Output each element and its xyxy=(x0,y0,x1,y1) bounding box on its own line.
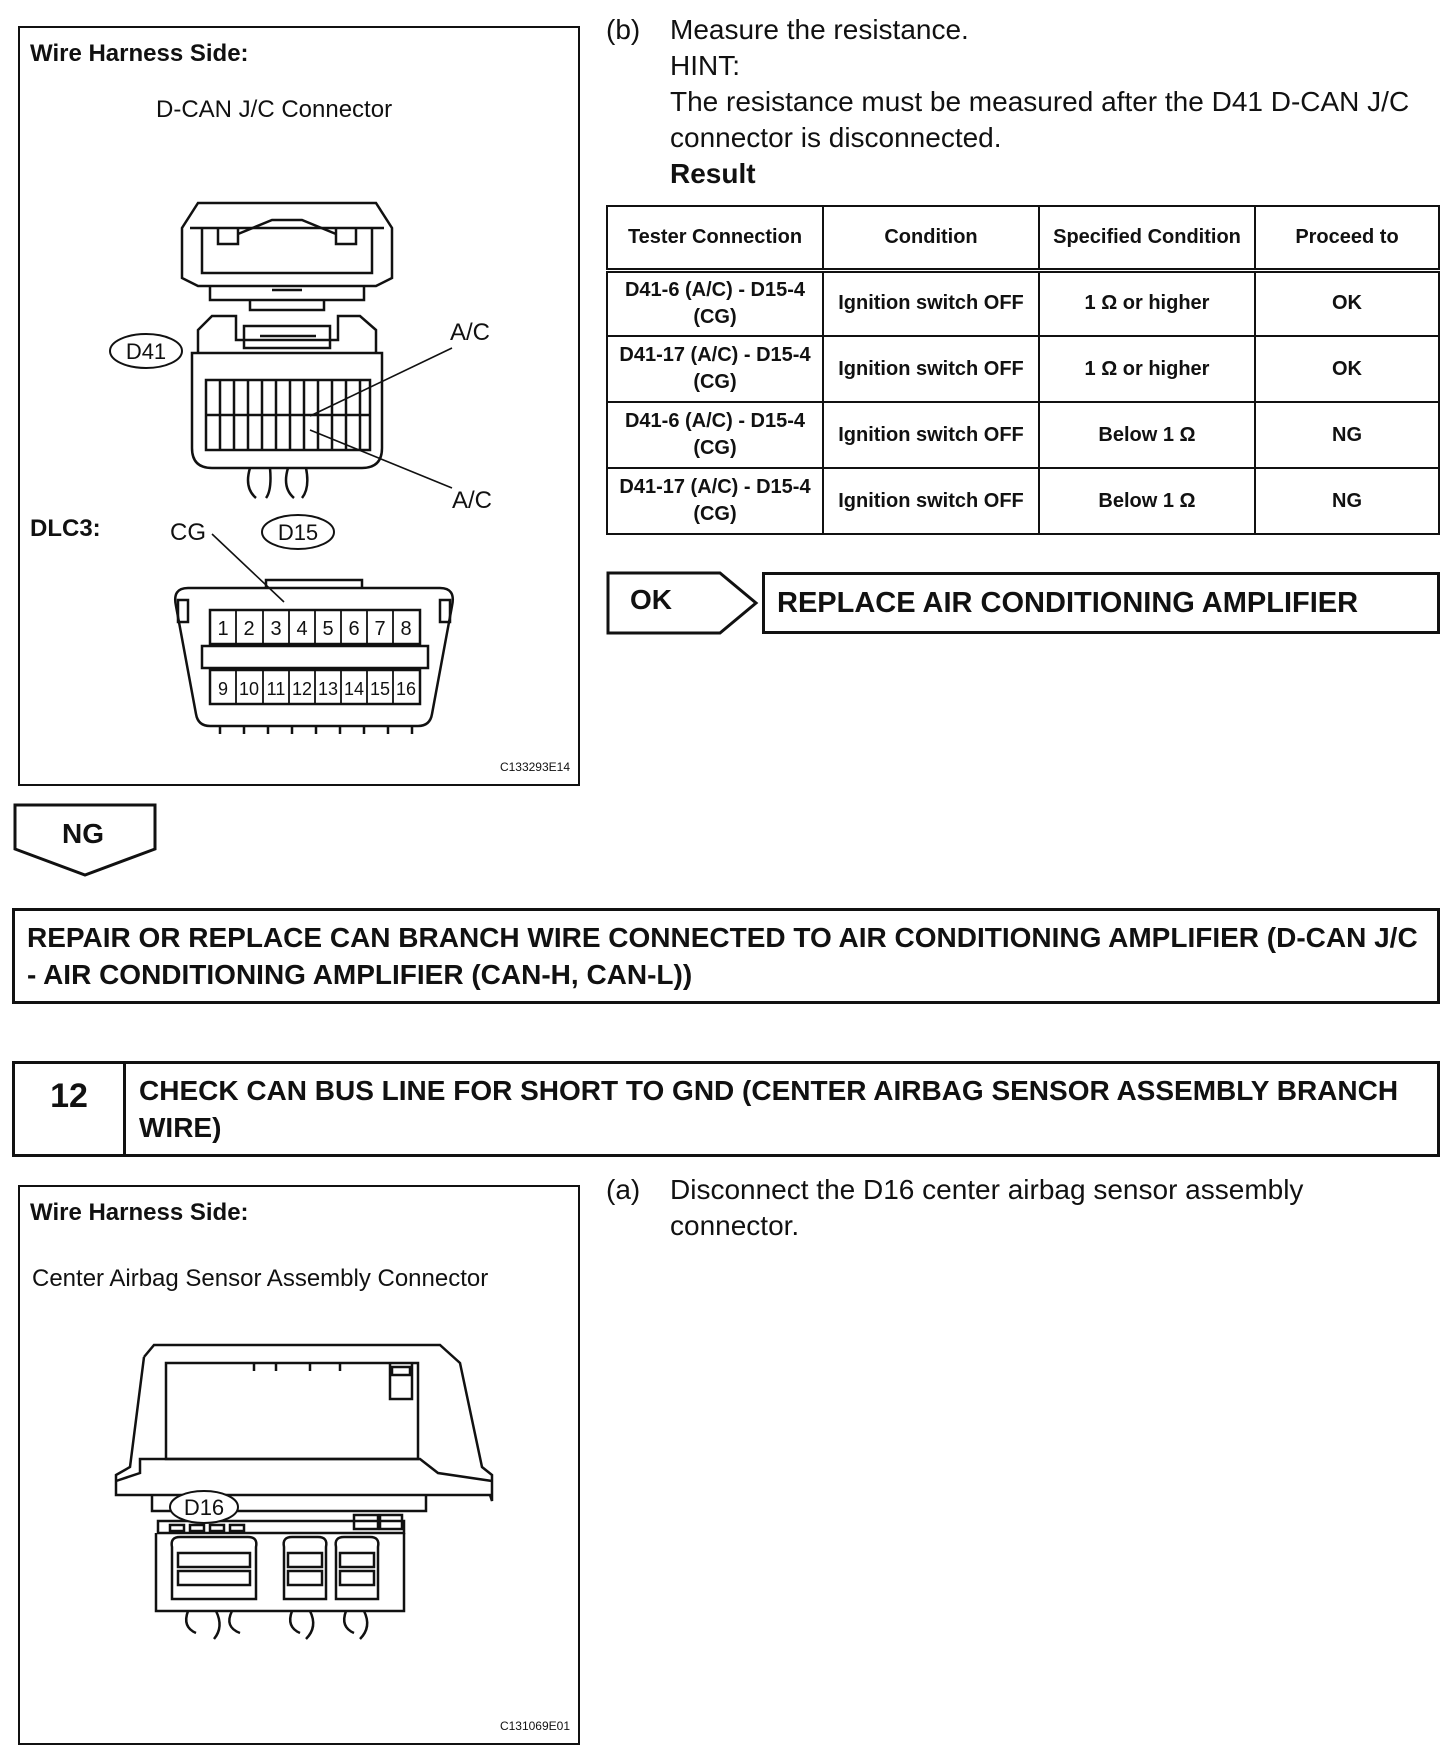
connector-title: Center Airbag Sensor Assembly Connector xyxy=(32,1265,489,1292)
d41-tag-text: D41 xyxy=(125,339,167,364)
dlc3-pin: 8 xyxy=(400,618,412,640)
hint-label: HINT: xyxy=(670,50,740,81)
callout-ac-top: A/C xyxy=(450,319,491,346)
figure-label: Wire Harness Side: xyxy=(30,1199,249,1226)
dlc3-pin: 4 xyxy=(296,618,308,640)
dlc3-pin: 5 xyxy=(322,618,334,640)
cell-tester-connection: D41-6 (A/C) - D15-4 (CG) xyxy=(607,402,823,468)
cell-specified-condition: Below 1 Ω xyxy=(1039,402,1255,468)
step-b xyxy=(606,12,1446,192)
d16-tag-text: D16 xyxy=(183,1495,225,1520)
cell-specified-condition: 1 Ω or higher xyxy=(1039,336,1255,402)
d15-tag-text: D15 xyxy=(277,520,319,545)
d41-connector-body xyxy=(192,316,382,498)
dlc3-pin: 11 xyxy=(266,679,286,699)
dlc3-pin: 1 xyxy=(217,618,229,640)
dlc3-pin: 3 xyxy=(270,618,282,640)
cg-callout: CG xyxy=(170,519,206,546)
dlc3-pin: 6 xyxy=(348,618,360,640)
dlc3-pin: 13 xyxy=(317,679,339,699)
d41-connector-drawing xyxy=(20,28,582,788)
d16-connector-drawing xyxy=(20,1187,582,1747)
cell-condition: Ignition switch OFF xyxy=(823,468,1039,534)
connector-title: D-CAN J/C Connector xyxy=(156,96,393,123)
cell-proceed-to: NG xyxy=(1255,402,1439,468)
dlc3-pin-labels-bottom xyxy=(218,679,416,699)
header-specified-condition: Specified Condition xyxy=(1039,206,1255,270)
cell-tester-connection: D41-6 (A/C) - D15-4 (CG) xyxy=(607,270,823,336)
cell-proceed-to: NG xyxy=(1255,468,1439,534)
figure-label: Wire Harness Side: xyxy=(30,40,249,67)
dlc3-pin: 9 xyxy=(217,679,229,699)
ok-action-text: REPLACE AIR CONDITIONING AMPLIFIER xyxy=(777,587,1359,619)
cell-tester-connection: D41-17 (A/C) - D15-4 (CG) xyxy=(607,468,823,534)
step-instruction: Measure the resistance. xyxy=(670,14,969,45)
header-proceed-to: Proceed to xyxy=(1255,206,1439,270)
table-row xyxy=(607,468,1439,534)
step-title: CHECK CAN BUS LINE FOR SHORT TO GND (CENTER AIRBAG SENSOR ASSEMBLY BRANCH WIRE) xyxy=(139,1075,1399,1143)
mating-connector-body xyxy=(182,203,392,310)
dlc3-pin: 14 xyxy=(343,679,365,699)
step-a xyxy=(606,1172,1446,1252)
table-row xyxy=(607,270,1439,336)
dlc3-pin: 10 xyxy=(238,679,260,699)
cell-tester-connection: D41-17 (A/C) - D15-4 (CG) xyxy=(607,336,823,402)
cell-specified-condition: 1 Ω or higher xyxy=(1039,270,1255,336)
dlc3-label: DLC3: xyxy=(30,515,101,542)
ng-action-box xyxy=(12,908,1440,1004)
cell-specified-condition: Below 1 Ω xyxy=(1039,468,1255,534)
figure-center-airbag-connector xyxy=(18,1185,580,1745)
airbag-sensor-body xyxy=(116,1345,492,1639)
step-12-header xyxy=(12,1061,1440,1157)
dlc3-pin: 7 xyxy=(374,618,386,640)
figure-d-can-connector xyxy=(18,26,580,786)
dlc3-connector-body xyxy=(175,580,453,734)
cell-proceed-to: OK xyxy=(1255,270,1439,336)
cell-condition: Ignition switch OFF xyxy=(823,402,1039,468)
table-row xyxy=(607,336,1439,402)
dlc3-pin: 16 xyxy=(395,679,417,699)
header-tester-connection: Tester Connection xyxy=(607,206,823,270)
header-condition: Condition xyxy=(823,206,1039,270)
dlc3-pin: 12 xyxy=(291,679,313,699)
dlc3-pin: 2 xyxy=(243,618,255,640)
ok-label: OK xyxy=(630,584,672,615)
result-table xyxy=(606,205,1440,535)
dlc3-pin: 15 xyxy=(369,679,391,699)
step-number: 12 xyxy=(15,1064,126,1154)
ng-action-text: REPAIR OR REPLACE CAN BRANCH WIRE CONNECTED TO AIR CONDITIONING AMPLIFIER (D-CAN J/C - AIR CONDITIONING AMPLIFIER (CAN-H, CAN-L)) xyxy=(27,922,1418,990)
step-instruction: Disconnect the D16 center airbag sensor assembly connector. xyxy=(670,1174,1304,1241)
step-marker: (a) xyxy=(606,1174,641,1205)
table-row xyxy=(607,402,1439,468)
figure-code: C133293E14 xyxy=(499,760,570,774)
ng-label: NG xyxy=(62,818,104,849)
cell-condition: Ignition switch OFF xyxy=(823,336,1039,402)
result-label: Result xyxy=(670,158,756,189)
cell-condition: Ignition switch OFF xyxy=(823,270,1039,336)
table-header-row xyxy=(607,206,1439,270)
ok-action-box xyxy=(762,572,1440,634)
cell-proceed-to: OK xyxy=(1255,336,1439,402)
figure-code: C131069E01 xyxy=(499,1719,570,1733)
hint-text: The resistance must be measured after the D41 D-CAN J/C connector is disconnected. xyxy=(670,86,1410,153)
callout-ac-bottom: A/C xyxy=(452,487,493,514)
step-marker: (b) xyxy=(606,14,641,45)
